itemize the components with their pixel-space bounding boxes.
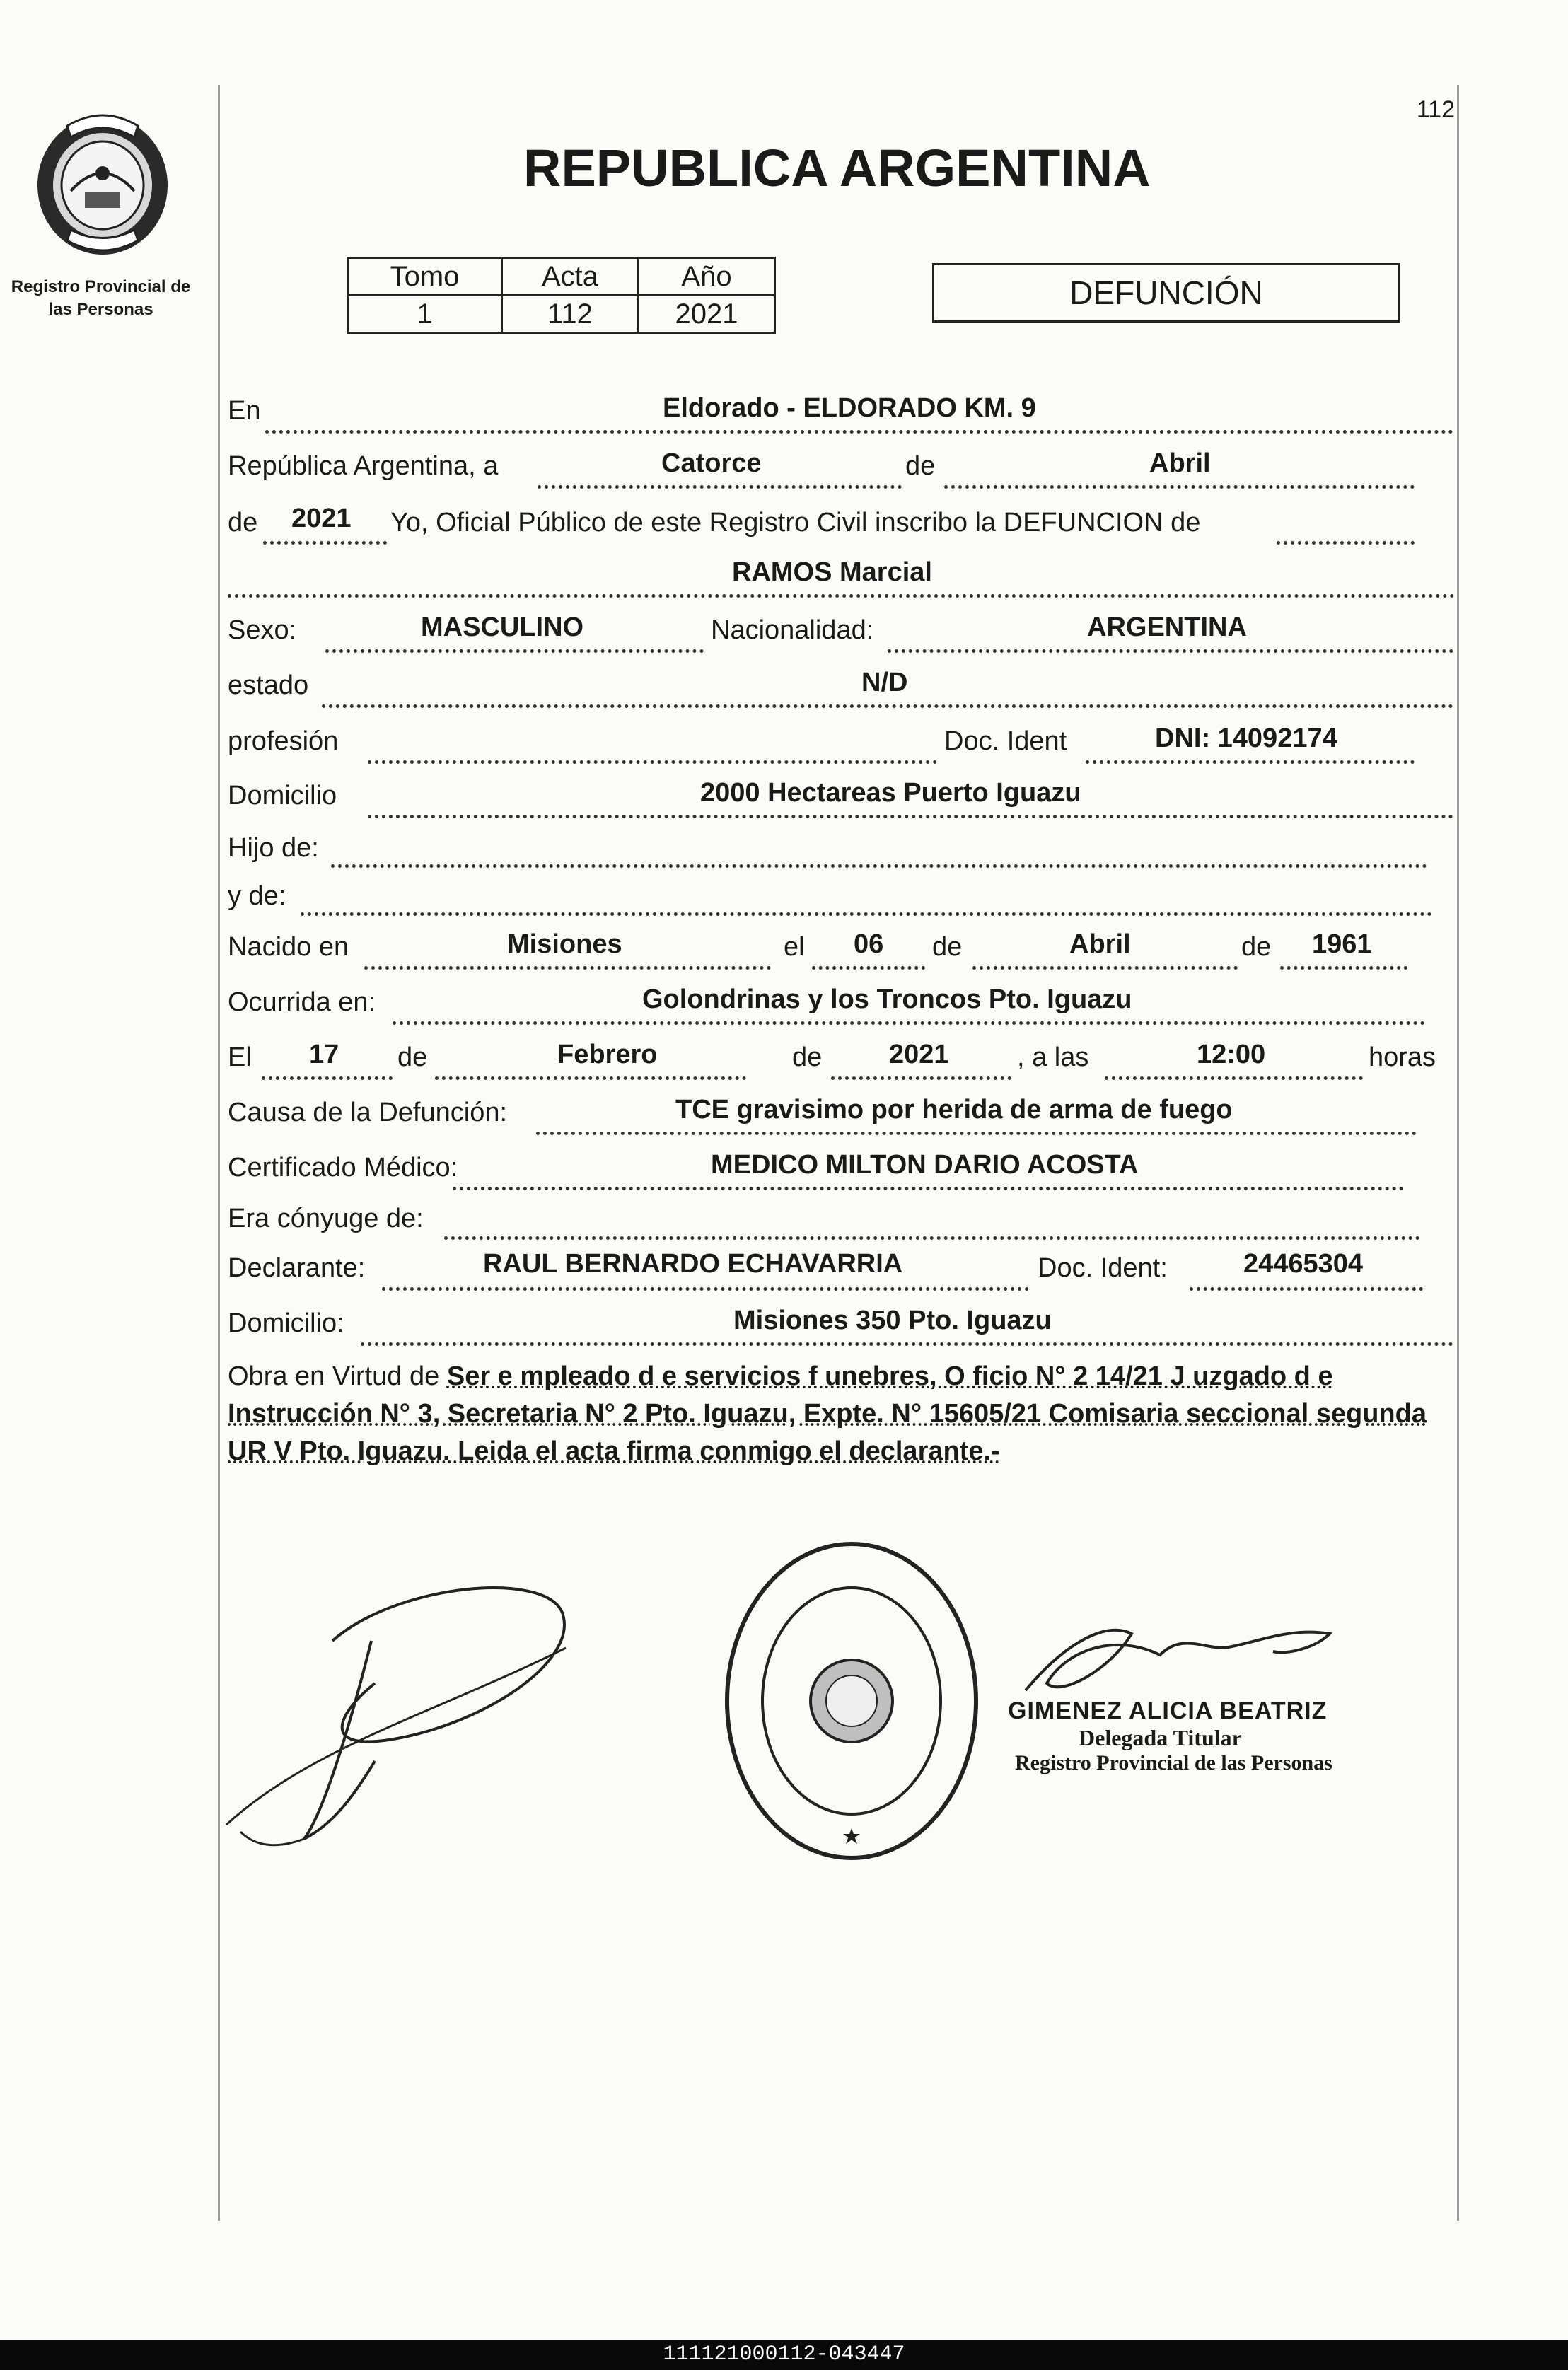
value-defuncion-anio: 2021 (889, 1040, 949, 1069)
value-defuncion-mes: Febrero (557, 1040, 658, 1069)
value-causa: TCE gravisimo por herida de arma de fuego (675, 1095, 1233, 1125)
label-de-defuncion-mes: de (397, 1042, 428, 1072)
dots-estado (322, 704, 1453, 708)
dots-y-de (301, 912, 1432, 916)
value-nacido-mes: Abril (1069, 929, 1131, 959)
dots-nacionalidad (888, 649, 1453, 653)
value-declarante-doc: 24465304 (1243, 1249, 1364, 1279)
label-obra-en-virtud: Obra en Virtud de (228, 1361, 440, 1391)
value-anio: 2021 (291, 504, 352, 533)
value-defuncion-hora: 12:00 (1197, 1040, 1266, 1069)
dots-declarante (382, 1287, 1029, 1291)
label-republica: República Argentina, a (228, 451, 499, 481)
label-hijo-de: Hijo de: (228, 833, 319, 863)
label-en: En (228, 396, 261, 426)
dots-defuncion-dia (262, 1076, 393, 1080)
value-obra-texto: Ser e mpleado d e servicios f unebres, O ficio N° 2 14/21 J uzgado d e Instrucción N° 3, Secretaria N° 2 Pto. Iguazu, Expte. N° 15605/21 Comisaria seccional segunda UR V Pto. Iguazu. Leida el acta firma conmigo el declarante.- (228, 1361, 1427, 1466)
dots-ocurrida-en (393, 1021, 1425, 1025)
label-nacido-en: Nacido en (228, 932, 349, 962)
label-declarante-doc: Doc. Ident: (1038, 1253, 1168, 1283)
dots-hijo-de (331, 864, 1427, 868)
record-type-box: DEFUNCIÓN (932, 263, 1400, 323)
value-nacionalidad: ARGENTINA (1087, 612, 1247, 642)
value-sexo: MASCULINO (421, 612, 584, 642)
dots-defuncion-anio (831, 1076, 1011, 1080)
page-number: 112 (1416, 96, 1455, 123)
signatory-name: GIMENEZ ALICIA BEATRIZ (1008, 1697, 1328, 1724)
logo-caption: Registro Provincial de las Personas (11, 277, 191, 319)
dots-nacido-dia (812, 966, 925, 970)
dots-mes (944, 485, 1415, 489)
registrar-signature (1018, 1605, 1351, 1712)
dots-domicilio-declarante (361, 1342, 1453, 1346)
dots-lugar (265, 430, 1453, 434)
value-doc-ident: DNI: 14092174 (1155, 724, 1337, 753)
label-estado: estado (228, 670, 309, 700)
signatory-role: Delegada Titular (1079, 1725, 1242, 1750)
value-nacido-dia: 06 (854, 929, 884, 959)
dots-anio (263, 541, 387, 545)
dots-nacido-mes (972, 966, 1238, 970)
signatory-registry: Registro Provincial de las Personas (1015, 1751, 1332, 1774)
label-domicilio-declarante: Domicilio: (228, 1308, 344, 1338)
acta-header: Acta (502, 258, 639, 296)
dots-sexo (325, 649, 704, 653)
dots-nombre-start (1277, 541, 1415, 545)
value-domicilio-declarante: Misiones 350 Pto. Iguazu (733, 1306, 1052, 1335)
label-de-anio: de (228, 508, 258, 538)
declarant-signature (212, 1528, 608, 1860)
value-defuncion-dia: 17 (309, 1040, 339, 1069)
dots-causa (536, 1132, 1417, 1135)
obra-en-virtud-paragraph (228, 1358, 1455, 1470)
dots-doc-ident (1086, 760, 1415, 764)
label-declarante: Declarante: (228, 1253, 366, 1283)
label-de-defuncion-anio: de (792, 1042, 823, 1072)
dots-defuncion-hora (1105, 1076, 1363, 1080)
label-de-nacido-mes: de (932, 932, 963, 962)
value-mes: Abril (1149, 448, 1211, 478)
label-ocurrida-en: Ocurrida en: (228, 987, 376, 1017)
page-title: REPUBLICA ARGENTINA (523, 139, 1151, 197)
label-nacionalidad: Nacionalidad: (711, 615, 874, 645)
label-certificado: Certificado Médico: (228, 1153, 458, 1183)
barcode-bar: 111121000112-043447 (0, 2340, 1568, 2370)
value-lugar: Eldorado - ELDORADO KM. 9 (663, 393, 1036, 423)
left-margin-line (218, 85, 220, 2221)
acta-value: 112 (502, 296, 639, 333)
label-de-nacido-anio: de (1241, 932, 1272, 962)
dots-certificado (453, 1187, 1404, 1190)
label-yo-oficial: Yo, Oficial Público de este Registro Civil inscribo la DEFUNCION de (390, 508, 1201, 538)
dots-dia (538, 485, 902, 489)
label-profesion: profesión (228, 726, 339, 756)
label-y-de: y de: (228, 881, 286, 911)
label-doc-ident: Doc. Ident (944, 726, 1067, 756)
dots-conyuge (444, 1236, 1420, 1240)
label-causa: Causa de la Defunción: (228, 1098, 508, 1127)
dots-nacido-en (364, 966, 771, 970)
record-meta-table (347, 257, 776, 334)
dots-profesion (368, 760, 937, 764)
signatory-block (1008, 1697, 1376, 1775)
misiones-province-logo (28, 106, 177, 258)
value-nacido-anio: 1961 (1312, 929, 1372, 959)
label-El: El (228, 1042, 252, 1072)
dots-domicilio (368, 815, 1453, 818)
value-domicilio: 2000 Hectareas Puerto Iguazu (700, 778, 1081, 808)
value-nombre: RAMOS Marcial (732, 557, 932, 587)
label-de: de (905, 451, 936, 481)
value-dia-letras: Catorce (661, 448, 762, 478)
official-stamp (720, 1538, 983, 1864)
value-ocurrida-en: Golondrinas y los Troncos Pto. Iguazu (642, 984, 1132, 1014)
label-domicilio: Domicilio (228, 781, 337, 811)
value-estado: N/D (861, 668, 908, 697)
tomo-header: Tomo (348, 258, 502, 296)
dots-declarante-doc (1190, 1287, 1423, 1291)
label-el: el (784, 932, 805, 962)
dots-defuncion-mes (435, 1076, 746, 1080)
value-declarante: RAUL BERNARDO ECHAVARRIA (483, 1249, 903, 1279)
anio-header: Año (639, 258, 775, 296)
dots-nacido-anio (1280, 966, 1407, 970)
right-margin-line (1457, 85, 1459, 2221)
label-a-las: , a las (1017, 1042, 1089, 1072)
dots-nombre (228, 594, 1455, 598)
value-certificado: MEDICO MILTON DARIO ACOSTA (711, 1150, 1139, 1180)
tomo-value: 1 (348, 296, 502, 333)
anio-value: 2021 (639, 296, 775, 333)
label-conyuge: Era cónyuge de: (228, 1204, 424, 1233)
label-horas: horas (1369, 1042, 1436, 1072)
label-sexo: Sexo: (228, 615, 297, 645)
value-nacido-en: Misiones (507, 929, 622, 959)
